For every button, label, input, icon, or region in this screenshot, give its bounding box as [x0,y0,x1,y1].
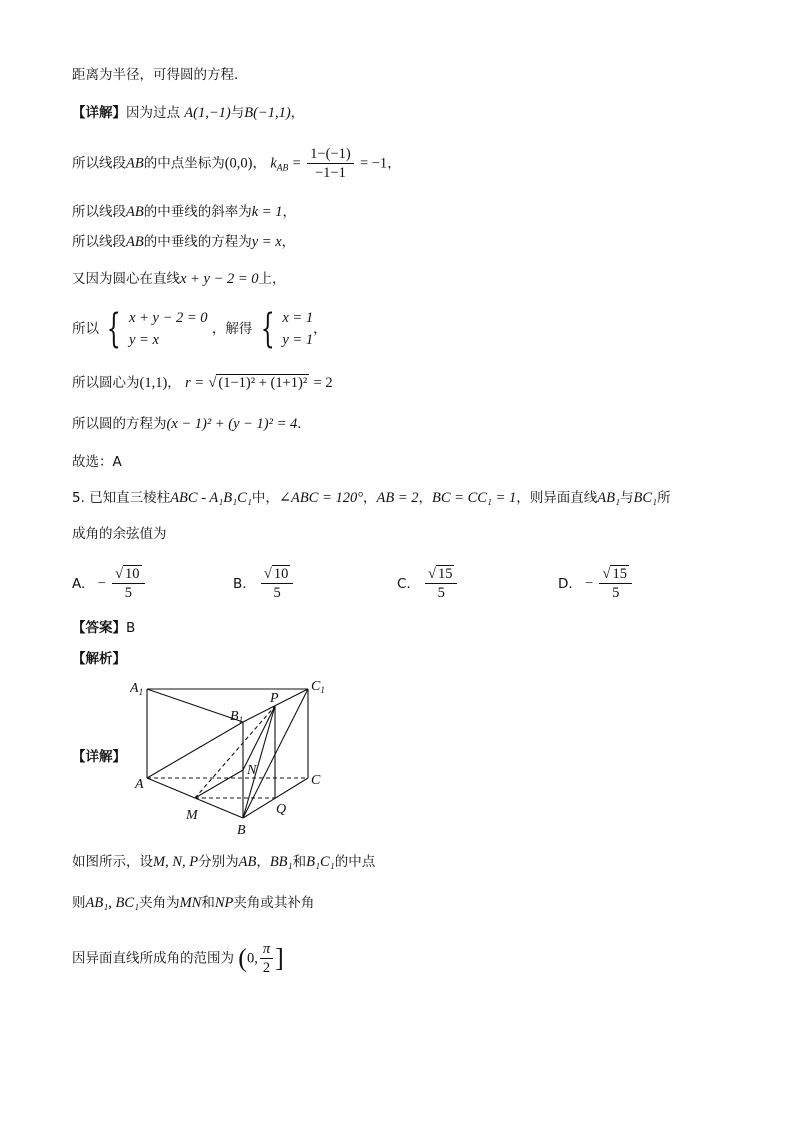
midpoint: (0,0) [224,155,253,172]
edge-a1b1 [147,689,243,722]
option-b[interactable]: B. $\frac{√ 10}{5}$ [233,565,295,602]
text-line: 如图所示，设M, N, P分别为AB，BB₁和B₁C₁的中点 [72,854,376,870]
label-a1: $A_1$ [130,681,144,697]
detail-line: 【详解】因为过点 A(1,−1)与B(−1,1)， [72,105,305,121]
radius-line: 所以圆心为(1,1)， r = √ (1−1)² + (1+1)² = 2 [72,375,333,391]
answer-tag: 【答案】 [72,620,126,636]
slope-fraction: $\frac{1-(-1)}{-1-1}$ [307,145,354,182]
label-c1: $C_1$ [311,679,325,695]
option-c[interactable]: C. $\frac{√ 15}{5}$ [397,565,459,602]
label-p: P [270,691,279,706]
analysis-tag: 【解析】 [72,651,126,667]
choice-line: 故选：A [72,454,122,470]
text-line: 所以线段AB的中垂线的斜率为k = 1， [72,204,296,220]
radicand: (1−1)² + (1+1)² [218,375,308,391]
text-line: 则AB₁, BC₁夹角为MN和NP夹角或其补角 [72,895,315,911]
option-d[interactable]: D. − $\frac{√ 15}{5}$ [558,565,634,602]
midpoint-line: 所以线段AB的中点坐标为(0,0)， $k_{AB}$ = $\frac{1-(-1)}{-1-1}$ = −1， [72,146,401,181]
detail-tag: 【详解】 [72,105,126,121]
label-m: M [186,808,198,823]
question-number: 5. [72,490,85,506]
system-line: 所以 { x + y − 2 = 0 y = x ，解得 { x = 1 y = 1 ， [72,306,327,352]
question-stem-cont: 成角的余弦值为 [72,526,167,542]
label-q: Q [276,802,287,817]
label-a: A [135,777,144,792]
option-a[interactable]: A. − $\frac{√ 10}{5}$ [72,565,147,602]
prism-figure [130,676,340,841]
circle-equation-line: 所以圆的方程为(x − 1)² + (y − 1)² = 4． [72,416,311,432]
text-line: 距离为半径，可得圆的方程． [72,67,248,83]
answer-line [72,619,135,637]
detail-tag: 【详解】 [72,749,126,765]
label-n: N [247,763,257,778]
answer-value: B [126,620,136,636]
solution-system: x = 1 y = 1 [282,310,314,348]
question-stem: 5. 已知直三棱柱ABC - A₁B₁C₁中，∠ABC = 120°，AB = 2，BC = CC₁ = 1，则异面直线AB₁与BC₁所 [72,490,671,506]
slope-symbol: k [270,155,277,172]
label-b1: $B_1$ [230,709,244,725]
left-brace: { [107,306,122,352]
point-b: B(−1,1) [244,105,291,121]
text-line: 又因为圆心在直线x + y − 2 = 0上， [72,271,286,287]
text-line: 所以线段AB的中垂线的方程为y = x， [72,234,296,250]
sqrt-sign: √ [208,375,217,391]
range-line: 因异面直线所成角的范围为 (0, $\frac{\pi}{2}$ ] [72,941,284,976]
point-a: A(1,−1) [184,105,231,121]
equation-system: x + y − 2 = 0 y = x [129,310,208,348]
analysis-line [72,650,126,668]
circle-equation: (x − 1)² + (y − 1)² = 4 [166,416,298,432]
segment-mn [195,770,243,798]
detail-line [72,748,126,766]
label-b: B [237,823,246,838]
segment-ab1 [147,722,243,778]
left-brace: { [260,306,275,352]
label-c: C [311,773,321,788]
